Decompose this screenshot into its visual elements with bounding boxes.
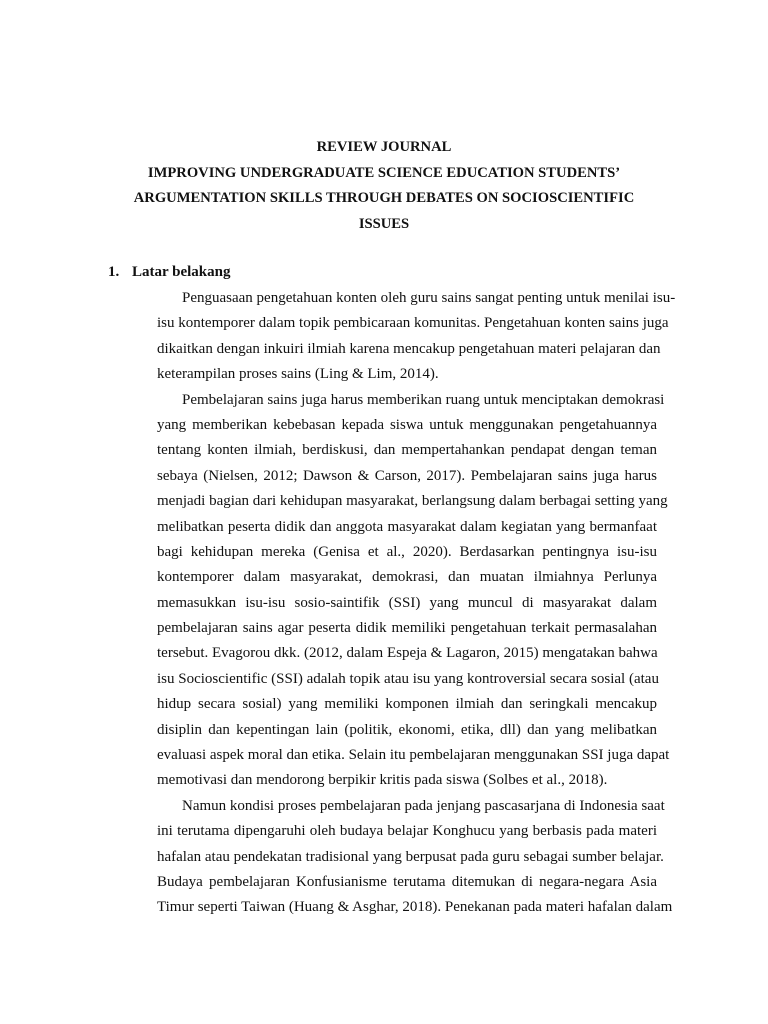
- document-title: [108, 135, 660, 237]
- text-line: kontemporer dalam masyarakat, demokrasi, dan muatan ilmiahnya Perlunya: [157, 569, 657, 586]
- text-line: hidup secara sosial) yang memiliki komponen ilmiah dan seringkali mencakup: [157, 696, 657, 713]
- text-line: evaluasi aspek moral dan etika. Selain itu pembelajaran menggunakan SSI juga dapat: [157, 747, 670, 764]
- text-line: memotivasi dan mendorong berpikir kritis pada siswa (Solbes et al., 2018).: [157, 772, 608, 789]
- text-line: menjadi bagian dari kehidupan masyarakat, berlangsung dalam berbagai setting yang: [157, 493, 668, 510]
- title-line-3: ARGUMENTATION SKILLS THROUGH DEBATES ON SOCIOSCIENTIFIC: [133, 190, 635, 206]
- text-line: dikaitkan dengan inkuiri ilmiah karena mencakup pengetahuan materi pelajaran dan: [157, 340, 661, 357]
- title-line-1: REVIEW JOURNAL: [316, 139, 452, 155]
- text-line: hafalan atau pendekatan tradisional yang berpusat pada guru sebagai sumber belajar.: [157, 848, 664, 865]
- paragraph-3: [132, 794, 673, 921]
- body-text: [132, 286, 676, 921]
- text-line: yang memberikan kebebasan kepada siswa untuk menggunakan pengetahuannya: [157, 416, 657, 433]
- text-line: tentang konten ilmiah, berdiskusi, dan mempertahankan pendapat dengan teman: [157, 442, 657, 459]
- section-heading: [108, 260, 231, 285]
- text-line: isu Socioscientific (SSI) adalah topik atau isu yang kontroversial secara sosial (atau: [157, 670, 659, 687]
- text-line: bagi kehidupan mereka (Genisa et al., 2020). Berdasarkan pentingnya isu-isu: [157, 543, 657, 560]
- title-line-4: ISSUES: [358, 215, 410, 232]
- text-line: sebaya (Nielsen, 2012; Dawson & Carson, 2017). Pembelajaran sains juga harus: [157, 467, 657, 484]
- text-line: memasukkan isu-isu sosio-saintifik (SSI) yang muncul di masyarakat dalam: [157, 594, 657, 611]
- paragraph-2: [132, 388, 670, 794]
- text-line: Budaya pembelajaran Konfusianisme terutama ditemukan di negara-negara Asia: [157, 873, 657, 890]
- paragraph-1: [132, 286, 676, 388]
- text-line: keterampilan proses sains (Ling & Lim, 2014).: [157, 366, 439, 383]
- text-line: Namun kondisi proses pembelajaran pada jenjang pascasarjana di Indonesia saat: [182, 797, 665, 814]
- text-line: pembelajaran sains agar peserta didik memiliki pengetahuan terkait permasalahan: [157, 620, 657, 637]
- text-line: Timur seperti Taiwan (Huang & Asghar, 2018). Penekanan pada materi hafalan dalam: [157, 899, 673, 916]
- text-line: Penguasaan pengetahuan konten oleh guru sains sangat penting untuk menilai isu-: [182, 290, 676, 306]
- text-line: tersebut. Evagorou dkk. (2012, dalam Espeja & Lagaron, 2015) mengatakan bahwa: [157, 645, 658, 662]
- section-title: Latar belakang: [132, 264, 231, 280]
- text-line: ini terutama dipengaruhi oleh budaya belajar Konghucu yang berbasis pada materi: [157, 823, 657, 840]
- text-line: disiplin dan kepentingan lain (politik, ekonomi, etika, dll) dan yang melibatkan: [157, 721, 657, 738]
- text-line: melibatkan peserta didik dan anggota masyarakat dalam kegiatan yang bermanfaat: [157, 518, 657, 535]
- text-line: Pembelajaran sains juga harus memberikan ruang untuk menciptakan demokrasi: [182, 391, 665, 408]
- section-number: 1.: [108, 264, 120, 280]
- text-line: isu kontemporer dalam topik pembicaraan komunitas. Pengetahuan konten sains juga: [157, 315, 669, 332]
- title-line-2: IMPROVING UNDERGRADUATE SCIENCE EDUCATION STUDENTS’: [147, 164, 621, 181]
